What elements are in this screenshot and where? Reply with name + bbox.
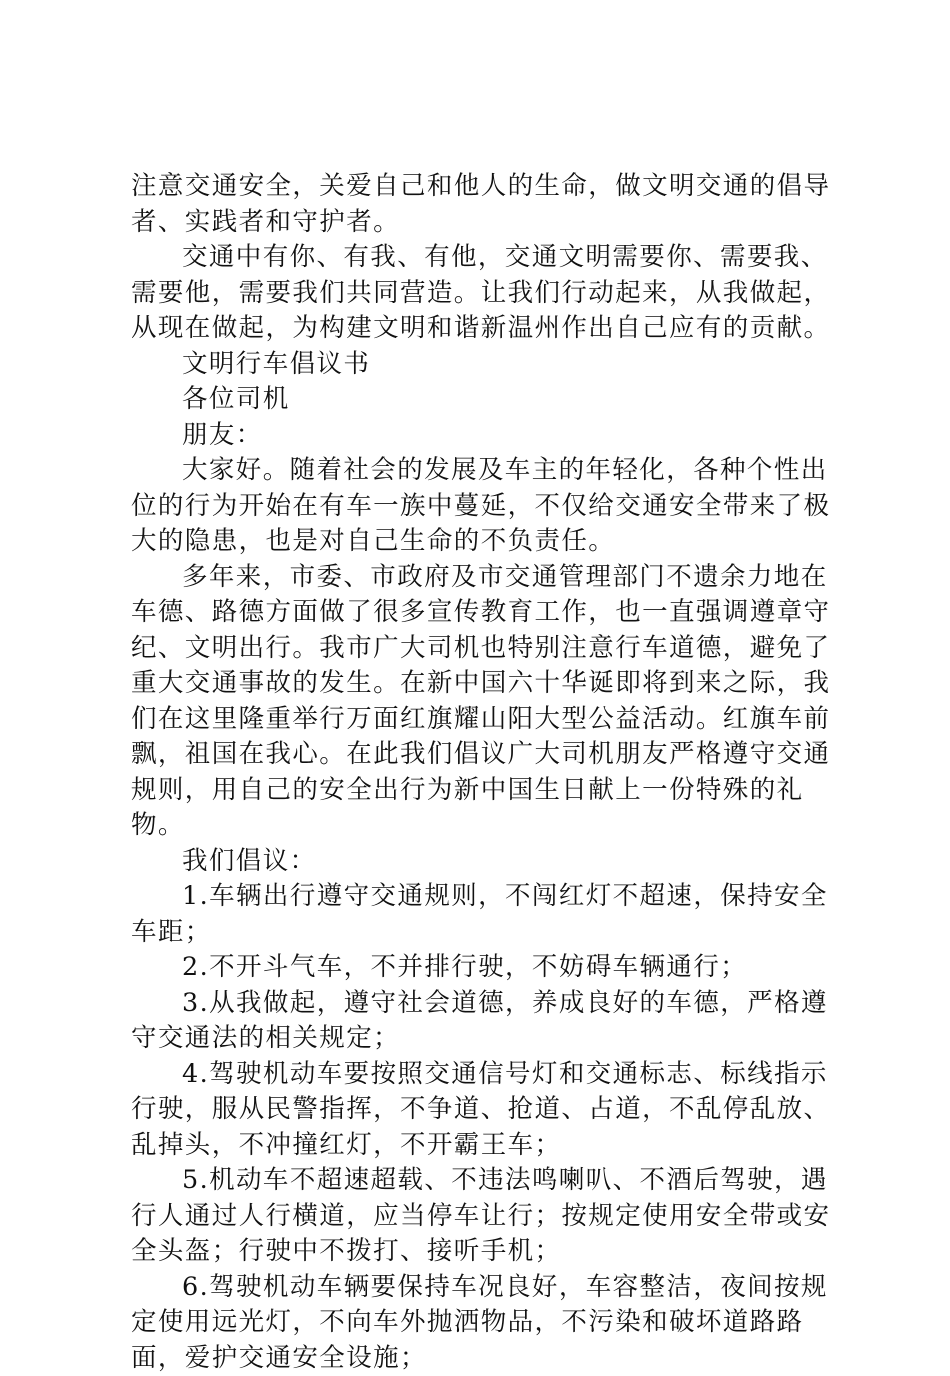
- proposal-item-1: 1.车辆出行遵守交通规则，不闯红灯不超速，保持安全车距；: [131, 879, 843, 950]
- proposal-heading: 我们倡议：: [131, 844, 843, 880]
- proposal-item-6: 6.驾驶机动车辆要保持车况良好，车容整洁，夜间按规定使用远光灯，不向车外抛洒物品，不污染和破坏道路路面，爱护交通安全设施；: [131, 1270, 843, 1376]
- section-title: 文明行车倡议书: [131, 347, 843, 383]
- paragraph-greeting: 大家好。随着社会的发展及车主的年轻化，各种个性出位的行为开始在有车一族中蔓延，不仅给交通安全带来了极大的隐患，也是对自己生命的不负责任。: [131, 453, 843, 560]
- salutation-line-1: 各位司机: [131, 382, 843, 418]
- paragraph-closing-appeal: 交通中有你、有我、有他，交通文明需要你、需要我、需要他，需要我们共同营造。让我们行动起来，从我做起，从现在做起，为构建文明和谐新温州作出自己应有的贡献。: [131, 240, 843, 347]
- proposal-item-3: 3.从我做起，遵守社会道德，养成良好的车德，严格遵守交通法的相关规定；: [131, 986, 843, 1057]
- paragraph-continuation: 注意交通安全，关爱自己和他人的生命，做文明交通的倡导者、实践者和守护者。: [131, 169, 843, 240]
- salutation-line-2: 朋友：: [131, 418, 843, 454]
- document-body: [131, 169, 843, 1376]
- proposal-item-4: 4.驾驶机动车要按照交通信号灯和交通标志、标线指示行驶，服从民警指挥，不争道、抢道、占道，不乱停乱放、乱掉头，不冲撞红灯，不开霸王车；: [131, 1057, 843, 1164]
- paragraph-background: 多年来，市委、市政府及市交通管理部门不遗余力地在车德、路德方面做了很多宣传教育工作，也一直强调遵章守纪、文明出行。我市广大司机也特别注意行车道德，避免了重大交通事故的发生。在新中国六十华诞即将到来之际，我们在这里隆重举行万面红旗耀山阳大型公益活动。红旗车前飘，祖国在我心。在此我们倡议广大司机朋友严格遵守交通规则，用自己的安全出行为新中国生日献上一份特殊的礼物。: [131, 560, 843, 844]
- proposal-item-2: 2.不开斗气车，不并排行驶，不妨碍车辆通行；: [131, 950, 843, 986]
- proposal-item-5: 5.机动车不超速超载、不违法鸣喇叭、不酒后驾驶，遇行人通过人行横道，应当停车让行；按规定使用安全带或安全头盔；行驶中不拨打、接听手机；: [131, 1163, 843, 1270]
